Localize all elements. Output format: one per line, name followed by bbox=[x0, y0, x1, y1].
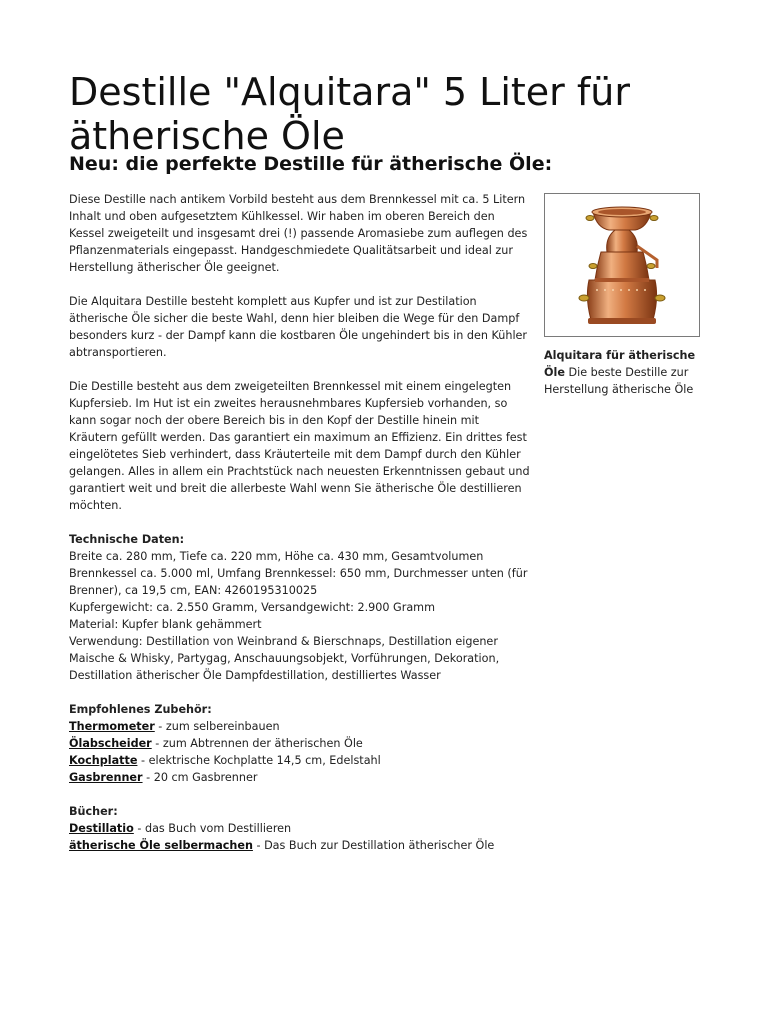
tech-weight: Kupfergewicht: ca. 2.550 Gramm, Versandgewicht: 2.900 Gramm bbox=[69, 601, 435, 614]
image-caption bbox=[544, 347, 700, 398]
accessory-item bbox=[69, 752, 531, 769]
oelabscheider-link[interactable]: Ölabscheider bbox=[69, 737, 152, 750]
accessory-desc: - zum Abtrennen der ätherischen Öle bbox=[151, 737, 363, 750]
book-item bbox=[69, 820, 531, 837]
product-sidebar bbox=[544, 193, 700, 398]
accessory-item bbox=[69, 718, 531, 735]
tech-dimensions: Breite ca. 280 mm, Tiefe ca. 220 mm, Höhe ca. 430 mm, Gesamtvolumen Brennkessel ca. 5.000 ml, Umfang Brennkessel: 650 mm, Durchmesser unten (für Brenner), ca 19,5 cm, EAN: 4260195310025 bbox=[69, 550, 528, 597]
tech-usage: Verwendung: Destillation von Weinbrand & Bierschnaps, Destillation eigener Maische & Whisky, Partygag, Anschauungsobjekt, Vorführungen, Dekoration, Destillation ätherischer Öle Dampfdestillation, destilliertes Wasser bbox=[69, 635, 500, 682]
gasbrenner-link[interactable]: Gasbrenner bbox=[69, 771, 143, 784]
book-item bbox=[69, 837, 531, 854]
accessories-section bbox=[69, 701, 531, 786]
accessory-item bbox=[69, 769, 531, 786]
tech-material: Material: Kupfer blank gehämmert bbox=[69, 618, 262, 631]
book-desc: - Das Buch zur Destillation ätherischer Öle bbox=[252, 839, 495, 852]
accessory-desc: - 20 cm Gasbrenner bbox=[142, 771, 258, 784]
intro-paragraph-1: Diese Destille nach antikem Vorbild besteht aus dem Brennkessel mit ca. 5 Litern Inhalt und oben aufgesetztem Kühlkessel. Wir haben im oberen Bereich den Kessel zweigeteilt und insgesamt drei (!) passende Aromasiebe zum auflegen des Pflanzenmaterials eingepasst. Handgeschmiedete Qualitätsarbeit und ideal zur Herstellung ätherischer Öle geeignet. bbox=[69, 193, 528, 274]
tech-section bbox=[69, 531, 531, 684]
aetherische-oele-link[interactable]: ätherische Öle selbermachen bbox=[69, 839, 253, 852]
accessory-desc: - elektrische Kochplatte 14,5 cm, Edelstahl bbox=[137, 754, 381, 767]
main-content bbox=[69, 191, 531, 871]
copper-still-icon bbox=[545, 194, 699, 336]
copper-still-image bbox=[544, 193, 700, 337]
destillatio-link[interactable]: Destillatio bbox=[69, 822, 134, 835]
thermometer-link[interactable]: Thermometer bbox=[69, 720, 155, 733]
page-subtitle: Neu: die perfekte Destille für ätherische Öle: bbox=[69, 153, 553, 175]
accessory-desc: - zum selbereinbauen bbox=[154, 720, 280, 733]
tech-heading: Technische Daten: bbox=[69, 533, 185, 546]
intro-paragraph-3: Die Destille besteht aus dem zweigeteilten Brennkessel mit einem eingelegten Kupfersieb. Im Hut ist ein zweites herausnehmbares Kupfersieb vorhanden, so kann sogar noch der obere Bereich bis in den Kopf der Destille hinein mit Kräutern gefüllt werden. Das garantiert ein maximum an Effizienz. Ein drittes fest eingelötetes Sieb verhindert, dass Kräuterteile mit dem Dampf durch den Kühler gelangen. Alles in allem ein Prachtstück nach neuesten Erkenntnissen gebaut und garantiert weit und breit die allerbeste Wahl wenn Sie ätherische Öle destillieren möchten. bbox=[69, 380, 530, 512]
books-section bbox=[69, 803, 531, 854]
accessories-heading: Empfohlenes Zubehör: bbox=[69, 703, 212, 716]
books-heading: Bücher: bbox=[69, 805, 118, 818]
intro-paragraph-2: Die Alquitara Destille besteht komplett aus Kupfer und ist zur Destilation ätherische Öle sicher die beste Wahl, denn hier bleiben die Wege für den Dampf besonders kurz - der Dampf kann die kostbaren Öle ungehindert bis in den Kühler abtransportieren. bbox=[69, 295, 528, 359]
book-desc: - das Buch vom Destillieren bbox=[133, 822, 292, 835]
kochplatte-link[interactable]: Kochplatte bbox=[69, 754, 138, 767]
page-title: Destille "Alquitara" 5 Liter für ätherische Öle bbox=[69, 70, 630, 158]
caption-title: Alquitara für ätherische Öle bbox=[544, 349, 696, 379]
accessory-item bbox=[69, 735, 531, 752]
caption-text: Die beste Destille zur Herstellung ätherische Öle bbox=[544, 366, 694, 396]
